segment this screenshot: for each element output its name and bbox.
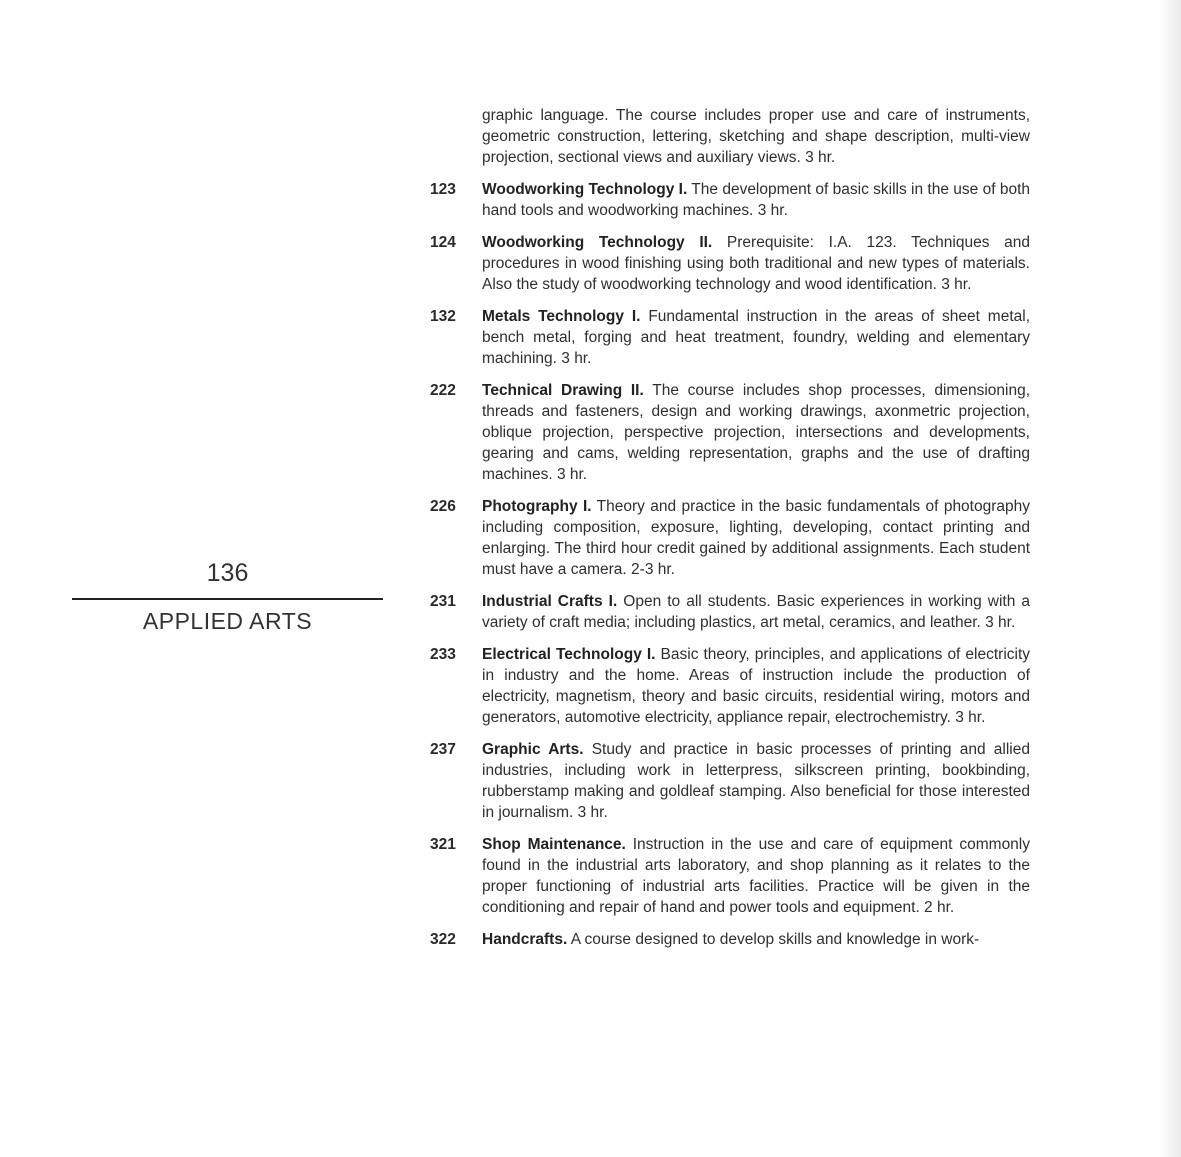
course-text bbox=[482, 232, 1030, 295]
course-description: Study and practice in basic processes of printing and allied industries, including work in letterpress, silkscreen printing, bookbinding, rubberstamp making and goldleaf stamping. Also beneficial for those interested in journalism. 3 hr. bbox=[482, 741, 1030, 821]
course-entry bbox=[430, 591, 1030, 633]
course-number: 322 bbox=[430, 931, 456, 948]
course-title: Photography I. bbox=[482, 498, 592, 515]
course-number: 226 bbox=[430, 498, 456, 515]
course-title: Electrical Technology I. bbox=[482, 646, 656, 663]
course-number: 132 bbox=[430, 308, 456, 325]
course-title: Graphic Arts. bbox=[482, 741, 584, 758]
course-entry bbox=[430, 380, 1030, 485]
course-description: The development of basic skills in the use of both hand tools and woodworking machines. 3 hr. bbox=[482, 181, 1030, 219]
course-description: Basic theory, principles, and applications of electricity in industry and the home. Areas of instruction include the production of electricity, magnetism, theory and basic circuits, residential wiring, motors and generators, automotive electricity, appliance repair, electrochemistry. 3 hr. bbox=[482, 646, 1031, 726]
course-title: Woodworking Technology I. bbox=[482, 181, 688, 198]
course-description: Fundamental instruction in the areas of sheet metal, bench metal, forging and heat treatment, foundry, welding and elementary machining. 3 hr. bbox=[482, 308, 1031, 367]
course-entry bbox=[430, 929, 1030, 950]
course-number: 233 bbox=[430, 646, 456, 663]
course-text bbox=[482, 306, 1030, 369]
course-description: Prerequisite: I.A. 123. Techniques and procedures in wood finishing using both traditional and new types of materials. Also the study of woodworking technology and wood identification. 3 hr. bbox=[482, 234, 1031, 293]
course-text bbox=[482, 179, 1030, 221]
course-title: Technical Drawing II. bbox=[482, 382, 644, 399]
course-title: Metals Technology I. bbox=[482, 308, 641, 325]
course-entry bbox=[430, 232, 1030, 295]
course-text bbox=[482, 591, 1030, 633]
course-description: The course includes shop processes, dimensioning, threads and fasteners, design and working drawings, axonmetric projection, oblique projection, perspective projection, intersections and developments, gearing and cams, welding representation, graphs and the use of drafting machines. 3 hr. bbox=[482, 382, 1031, 483]
course-entry bbox=[430, 834, 1030, 918]
course-listing bbox=[430, 105, 1030, 961]
page-edge-shadow bbox=[1159, 0, 1181, 1157]
course-number: 123 bbox=[430, 181, 456, 198]
header-divider bbox=[72, 598, 383, 600]
course-number: 237 bbox=[430, 741, 456, 758]
course-number: 222 bbox=[430, 382, 456, 399]
course-description: A course designed to develop skills and knowledge in work- bbox=[570, 931, 980, 948]
course-entry bbox=[430, 739, 1030, 823]
course-title: Handcrafts. bbox=[482, 931, 568, 948]
course-description: Open to all students. Basic experiences in working with a variety of craft media; including plastics, art metal, ceramics, and leather. 3 hr. bbox=[482, 593, 1030, 631]
course-text bbox=[482, 380, 1030, 485]
section-title: APPLIED ARTS bbox=[142, 608, 313, 634]
continued-description: graphic language. The course includes proper use and care of instruments, geometric construction, lettering, sketching and shape description, multi-view projection, sectional views and auxiliary views. 3 hr. bbox=[482, 107, 1030, 166]
course-number: 321 bbox=[430, 836, 456, 853]
page-number: 136 bbox=[206, 559, 249, 587]
course-entry bbox=[430, 179, 1030, 221]
course-description: Instruction in the use and care of equipment commonly found in the industrial arts laboratory, and shop planning as it relates to the proper functioning of industrial arts facilities. Practice will be given in the conditioning and repair of hand and power tools and equipment. 2 hr. bbox=[482, 836, 1030, 916]
course-number: 124 bbox=[430, 234, 456, 251]
course-text bbox=[482, 496, 1030, 580]
course-description: Theory and practice in the basic fundamentals of photography including composition, exposure, lighting, developing, contact printing and enlarging. The third hour credit gained by additional assignments. Each student must have a camera. 2-3 hr. bbox=[482, 498, 1030, 578]
course-text bbox=[482, 644, 1030, 728]
course-number: 231 bbox=[430, 593, 456, 610]
course-title: Woodworking Technology II. bbox=[482, 234, 713, 251]
course-text bbox=[482, 929, 1030, 950]
course-title: Shop Maintenance. bbox=[482, 836, 626, 853]
course-text bbox=[482, 834, 1030, 918]
course-entry bbox=[430, 496, 1030, 580]
course-text bbox=[482, 739, 1030, 823]
course-entry bbox=[430, 644, 1030, 728]
course-title: Industrial Crafts I. bbox=[482, 593, 618, 610]
course-entry bbox=[430, 306, 1030, 369]
section-header bbox=[72, 558, 383, 636]
